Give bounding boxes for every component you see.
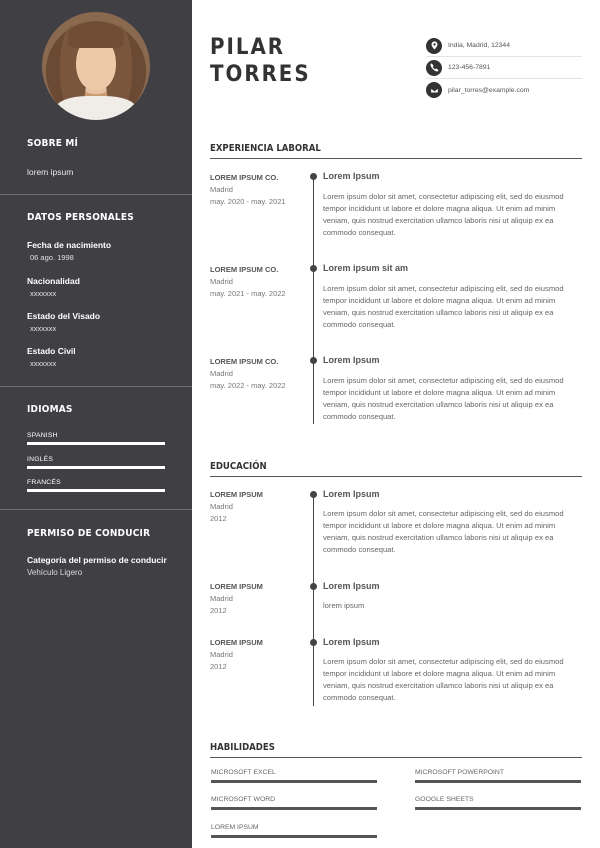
timeline-dot [310, 357, 317, 364]
language-label: FRANCÉS [27, 479, 61, 486]
skill-label: LOREM IPSUM [211, 824, 259, 831]
education-heading: EDUCACIÓN [210, 461, 267, 472]
entry-location: Madrid [210, 594, 233, 603]
profile-photo [42, 12, 150, 120]
language-label: SPANISH [27, 432, 58, 439]
entry-dates: may. 2020 - may. 2021 [210, 197, 286, 206]
skill-bar-fill [211, 807, 377, 810]
civil-value: xxxxxxx [30, 359, 57, 368]
section-rule [210, 476, 582, 477]
languages-heading: IDIOMAS [27, 404, 73, 415]
birthdate-value: 06 ago. 1998 [30, 253, 74, 262]
section-rule [210, 158, 582, 159]
entry-dates: 2012 [210, 514, 227, 523]
entry-organization: LOREM IPSUM [210, 638, 263, 647]
skill-bar [415, 807, 581, 810]
skill-bar [211, 807, 377, 810]
birthdate-label: Fecha de nacimiento [27, 240, 112, 250]
last-name: TORRES [210, 62, 311, 87]
contact-phone [426, 57, 582, 79]
entry-title: Lorem Ipsum [323, 171, 380, 181]
entry-dates: 2012 [210, 662, 227, 671]
email-text: pilar_torres@example.com [448, 86, 530, 94]
timeline-dot [310, 265, 317, 272]
envelope-icon [426, 82, 442, 98]
nationality-value: xxxxxxx [30, 289, 57, 298]
entry-location: Madrid [210, 650, 233, 659]
entry-location: Madrid [210, 369, 233, 378]
entry-dates: may. 2022 - may. 2022 [210, 381, 286, 390]
license-value: Vehículo Ligero [27, 568, 83, 577]
skill-label: MICROSOFT WORD [211, 796, 276, 803]
sidebar [0, 0, 192, 848]
entry-organization: LOREM IPSUM CO. [210, 173, 279, 182]
visa-value: xxxxxxx [30, 324, 57, 333]
timeline-dot [310, 639, 317, 646]
entry-description: Lorem ipsum dolor sit amet, consectetur adipiscing elit, sed do eiusmod tempor incididunt ut labore et dolore magna aliqua. Ut enim ad minim veniam, quis nostrud exercitation ullamco laboris nisi ut aliquip ex ea commodo consequat. [323, 509, 564, 554]
skill-bar-fill [415, 780, 581, 783]
personal-heading: DATOS PERSONALES [27, 212, 134, 223]
entry-organization: LOREM IPSUM [210, 490, 263, 499]
skill-label: GOOGLE SHEETS [415, 796, 474, 803]
entry-location: Madrid [210, 502, 233, 511]
entry-description: Lorem ipsum dolor sit amet, consectetur adipiscing elit, sed do eiusmod tempor incididunt ut labore et dolore magna aliqua. Ut enim ad minim veniam, quis nostrud exercitation ullamco laboris nisi ut aliquip ex ea commodo consequat. [323, 376, 564, 421]
timeline-dot [310, 173, 317, 180]
entry-title: Lorem Ipsum [323, 355, 380, 365]
skill-bar [211, 780, 377, 783]
civil-label: Estado Civil [27, 346, 76, 356]
language-bar [27, 466, 165, 469]
entry-description: Lorem ipsum dolor sit amet, consectetur adipiscing elit, sed do eiusmod tempor incididunt ut labore et dolore magna aliqua. Ut enim ad minim veniam, quis nostrud exercitation ullamco laboris nisi ut aliquip ex ea commodo consequat. [323, 284, 564, 329]
entry-location: Madrid [210, 277, 233, 286]
entry-organization: LOREM IPSUM CO. [210, 265, 279, 274]
about-heading: SOBRE MÍ [27, 138, 79, 149]
entry-dates: 2012 [210, 606, 227, 615]
skills-heading: HABILIDADES [210, 742, 275, 753]
phone-icon [426, 60, 442, 76]
entry-location: Madrid [210, 185, 233, 194]
sidebar-divider [0, 386, 192, 387]
entry-dates: may. 2021 - may. 2022 [210, 289, 286, 298]
about-text: lorem ipsum [27, 167, 74, 177]
entry-description: lorem ipsum [323, 601, 365, 610]
timeline-line [313, 493, 314, 706]
skill-label: MICROSOFT POWERPOINT [415, 769, 504, 776]
language-label: INGLÉS [27, 456, 54, 463]
entry-title: Lorem ipsum sit am [323, 263, 409, 273]
visa-label: Estado del Visado [27, 311, 101, 321]
contact-address [426, 35, 582, 57]
entry-organization: LOREM IPSUM CO. [210, 357, 279, 366]
timeline-line [313, 176, 314, 424]
language-bar [27, 442, 165, 445]
entry-description: Lorem ipsum dolor sit amet, consectetur adipiscing elit, sed do eiusmod tempor incididunt ut labore et dolore magna aliqua. Ut enim ad minim veniam, quis nostrud exercitation ullamco laboris nisi ut aliquip ex ea commodo consequat. [323, 657, 564, 702]
phone-text: 123-456-7891 [448, 64, 491, 71]
first-name: PILAR [210, 35, 286, 60]
skill-label: MICROSOFT EXCEL [211, 769, 276, 776]
skill-bar-fill [211, 780, 377, 783]
entry-title: Lorem Ipsum [323, 637, 380, 647]
experience-heading: EXPERIENCIA LABORAL [210, 143, 321, 154]
entry-title: Lorem Ipsum [323, 489, 380, 499]
sidebar-divider [0, 509, 192, 510]
section-rule [210, 757, 582, 758]
address-text: India, Madrid, 12344 [448, 42, 510, 49]
language-bar [27, 489, 165, 492]
license-heading: PERMISO DE CONDUCIR [27, 528, 151, 539]
entry-organization: LOREM IPSUM [210, 582, 263, 591]
sidebar-divider [0, 194, 192, 195]
nationality-label: Nacionalidad [27, 276, 80, 286]
license-label: Categoría del permiso de conducir [27, 555, 167, 565]
skill-bar-fill [211, 835, 377, 838]
skill-bar-fill [415, 807, 581, 810]
location-pin-icon [426, 38, 442, 54]
entry-description: Lorem ipsum dolor sit amet, consectetur adipiscing elit, sed do eiusmod tempor incididunt ut labore et dolore magna aliqua. Ut enim ad minim veniam, quis nostrud exercitation ullamco laboris nisi ut aliquip ex ea commodo consequat. [323, 192, 564, 237]
entry-title: Lorem Ipsum [323, 581, 380, 591]
timeline-dot [310, 583, 317, 590]
skill-bar [415, 780, 581, 783]
timeline-dot [310, 491, 317, 498]
skill-bar [211, 835, 377, 838]
contact-email [426, 79, 582, 101]
